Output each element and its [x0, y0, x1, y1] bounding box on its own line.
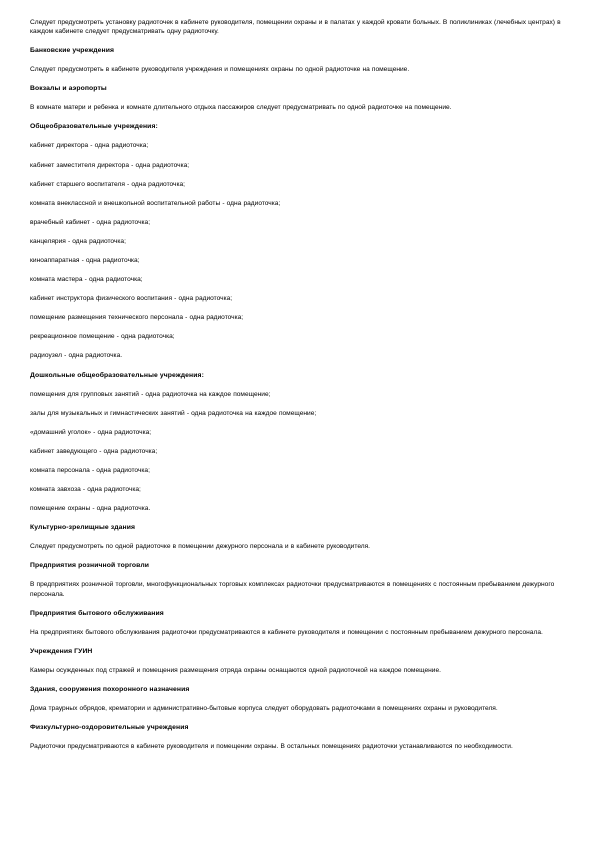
heading-retail: Предприятия розничной торговли	[30, 562, 150, 570]
paragraph-sports: Радиоточки предусматриваются в кабинете руководителя и помещении охраны. В остальных помещениях радиоточки устанавливаются по необходимости.	[30, 742, 513, 750]
heading-funeral: Здания, сооружения похоронного назначения	[30, 685, 190, 693]
list-item-school: помещение размещения технического персонала - одна радиоточка;	[30, 314, 244, 322]
list-item-school: радиоузел - одна радиоточка.	[30, 352, 123, 360]
heading-banks: Банковские учреждения	[30, 47, 115, 55]
heading-consumer-services: Предприятия бытового обслуживания	[30, 609, 164, 617]
list-item-school: комната внеклассной и внешкольной воспитательной работы - одна радиоточка;	[30, 199, 281, 207]
heading-entertainment: Культурно-зрелищные здания	[30, 524, 136, 532]
document-page	[30, 18, 570, 761]
paragraph-stations-airports: В комнате матери и ребенка и комнате длительного отдыха пассажиров следует предусматривать по одной радиоточке на помещение.	[30, 104, 452, 112]
list-item-preschool: кабинет заведующего - одна радиоточка;	[30, 447, 158, 455]
list-item-school: кабинет директора - одна радиоточка;	[30, 142, 149, 150]
paragraph-gunn: Камеры осужденных под стражей и помещения размещения отряда охраны оснащаются одной радиоточкой на каждое помещение.	[30, 666, 441, 674]
paragraph-funeral: Дома траурных обрядов, крематории и административно-бытовые корпуса следует оборудовать радиоточками в помещениях охраны и руководителя.	[30, 704, 498, 712]
list-item-preschool: «домашний уголок» - одна радиоточка;	[30, 428, 152, 436]
paragraph-clinics-intro: Следует предусмотреть установку радиоточек в кабинете руководителя, помещении охраны и в палатах у каждой кровати больных. В поликлиниках (лечебных центрах) в каждом кабинете следует предусматривать одну радиоточку.	[30, 19, 561, 36]
list-item-school: врачебный кабинет - одна радиоточка;	[30, 218, 151, 226]
heading-gunn: Учреждения ГУИН	[30, 647, 93, 655]
heading-preschools: Дошкольные общеобразовательные учреждения:	[30, 371, 204, 379]
list-item-school: канцелярия - одна радиоточка;	[30, 237, 126, 245]
heading-general-schools: Общеобразовательные учреждения:	[30, 123, 158, 131]
list-item-preschool: помещение охраны - одна радиоточка.	[30, 505, 151, 513]
list-item-preschool: комната завхоза - одна радиоточка;	[30, 486, 141, 493]
list-item-preschool: помещения для групповых занятий - одна радиоточка на каждое помещение;	[30, 390, 271, 398]
paragraph-consumer-services: На предприятиях бытового обслуживания радиоточки предусматриваются в кабинете руководителя и помещении с постоянным пребыванием дежурного персонала.	[30, 628, 543, 636]
list-item-preschool: залы для музыкальных и гимнастических занятий - одна радиоточка на каждое помещение;	[30, 409, 317, 417]
list-item-school: рекреационное помещение - одна радиоточка;	[30, 333, 175, 341]
list-item-school: кинoаппаратная - одна радиоточка;	[30, 256, 140, 264]
paragraph-entertainment: Следует предусмотреть по одной радиоточке в помещении дежурного персонала и в кабинете руководителя.	[30, 543, 371, 551]
list-item-preschool: комната персонала - одна радиоточка;	[30, 466, 150, 474]
paragraph-retail: В предприятиях розничной торговли, многофункциональных торговых комплексах радиоточки предусматриваются в помещениях с постоянным пребыванием дежурного персонала.	[30, 581, 555, 598]
list-item-school: кабинет заместителя директора - одна радиоточка;	[30, 161, 190, 169]
list-item-school: кабинет старшего воспитателя - одна радиоточка;	[30, 180, 186, 188]
paragraph-banks: Следует предусмотреть в кабинете руководителя учреждения и помещениях охраны по одной радиоточке на помещение.	[30, 66, 410, 74]
list-item-school: комната мастера - одна радиоточка;	[30, 276, 143, 284]
heading-stations-airports: Вокзалы и аэропорты	[30, 85, 107, 93]
heading-sports: Физкультурно-оздоровительные учреждения	[30, 723, 189, 731]
list-item-school: кабинет инструктора физического воспитания - одна радиоточка;	[30, 295, 233, 303]
